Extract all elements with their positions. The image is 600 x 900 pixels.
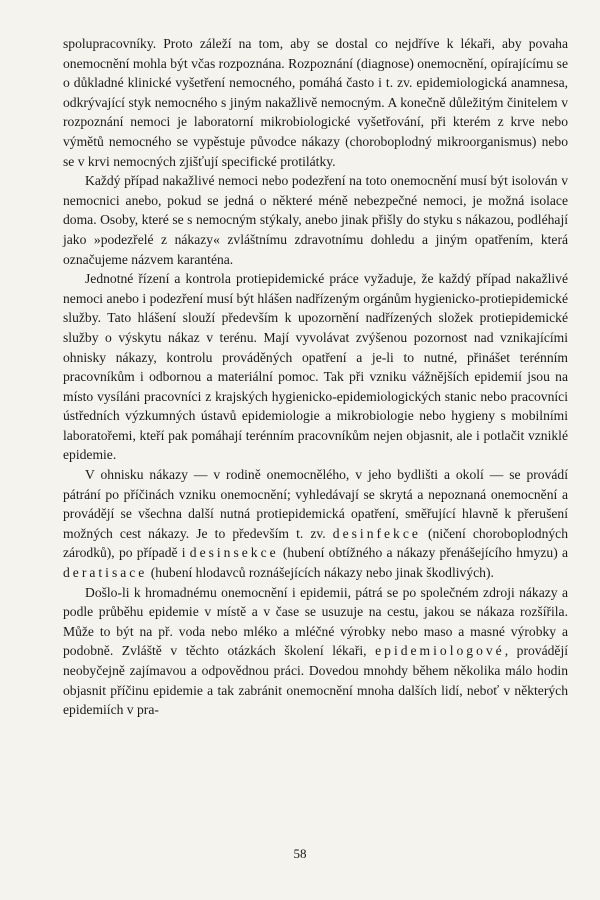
paragraph — [63, 269, 568, 465]
emphasized-term: desinsekce — [189, 545, 279, 561]
page-number: 58 — [293, 846, 307, 861]
emphasized-term: deratisace — [63, 565, 148, 581]
paragraph-text: spolupracovníky. Proto záleží na tom, aby se dostal co nejdříve k lékaři, aby povaha onemocnění mohla být včas rozpoznána. Rozpoznání (diagnose) onemocnění, opírajícímu se o důkladné klinické vyšetření nemocného, pomáhá často i t. zv. epidemiologická anamnesa, odkrývající styk nemocného s jiným nakažlivě nemocným. A konečně důležitým činitelem v rozpoznání nemoci je laboratorní mikrobiologické vyšetřování, při kterém z krve nebo výmětů nemocného se vypěstuje původce nákazy (choroboplodný mikroorganismus) nebo se v krvi nemocných zjišťují specifické protilátky. — [63, 36, 568, 169]
paragraph-text: (hubení obtížného a nákazy přenášejícího hmyzu) a — [278, 545, 568, 561]
paragraph — [63, 171, 568, 269]
paragraph — [63, 465, 568, 583]
body-text — [63, 34, 568, 720]
paragraph-text: Každý případ nakažlivé nemoci nebo podezření na toto onemocnění musí být isolován v nemocnici anebo, pokud se jedná o některé méně nebezpečné nemoci, je možná isolace doma. Osoby, které se s nemocným stýkaly, anebo jinak přišly do styku s nákazou, podléhají jako »podezřelé z nákazy« zvláštnímu zdravotnímu dohledu a jiným opatřením, která označujeme názvem karanténa. — [63, 173, 568, 267]
emphasized-term: epidemiologové — [375, 643, 505, 659]
paragraph — [63, 583, 568, 720]
paragraph-text: , provádějí neobyčejně zajímavou a odpovědnou práci. Dovedou mnohdy během několika málo hodin objasnit příčinu epidemie a tak zabránit onemocnění mnoha dalších lidí, neboť v některých epidemiích v pra- — [63, 643, 569, 718]
paragraph-text: V ohnisku nákazy — v rodině onemocnělého, v jeho bydlišti a okolí — se provádí pátrání po příčinách vzniku onemocnění; vyhledávají se skrytá a nepoznaná onemocnění a provádějí se všechna další nutná protiepidemická opatření, směřující hlavně k přerušení možných cest nákazy. Je to především t. zv. — [63, 467, 568, 541]
paragraph-text: Došlo-li k hromadnému onemocnění i epidemii, pátrá se po společném zdroji nákazy a podle průběhu epidemie v místě a v čase se usuzuje na cestu, jakou se nákaza rozšířila. Může to být na př. voda nebo mléko a mléčné výrobky nebo maso a masné výrobky a podobně. Zvláště v těchto otázkách školení lékaři, — [63, 584, 568, 659]
paragraph-text: (hubení hlodavců roznášejících nákazy nebo jinak škodlivých). — [147, 565, 494, 581]
paragraph-text: (ničení choroboplodných zárodků), po případě i — [63, 525, 568, 561]
paragraph-text: Jednotné řízení a kontrola protiepidemické práce vyžaduje, že každý případ nakažlivé nemoci anebo i podezření musí být hlášen nadřízeným orgánům hygienicko-protiepidemické služby. Tato hlášení slouží především k upozornění nadřízených složek protiepidemické služby o výskytu nákaz v terénu. Mají vyvolávat zvýšenou pozornost nad vznikajícími ohnisky nákazy, kontrolu prováděných opatření a je-li to nutné, přinášet terénním pracovníkům i odbornou a materiální pomoc. Tak při vzniku vážnějších epidemií jsou na místo vysíláni pracovníci z krajských hygienicko-epidemiologických stanic nebo pracovníci ústředních výzkumných ústavů epidemiologie a mikrobiologie nebo hygieny s mobilními laboratořemi, kteří pak pomáhají terénním pracovníkům nejen objasnit, ale i potlačit vzniklé epidemie. — [63, 271, 568, 463]
paragraph — [63, 34, 568, 171]
emphasized-term: desinfekce — [332, 525, 421, 541]
